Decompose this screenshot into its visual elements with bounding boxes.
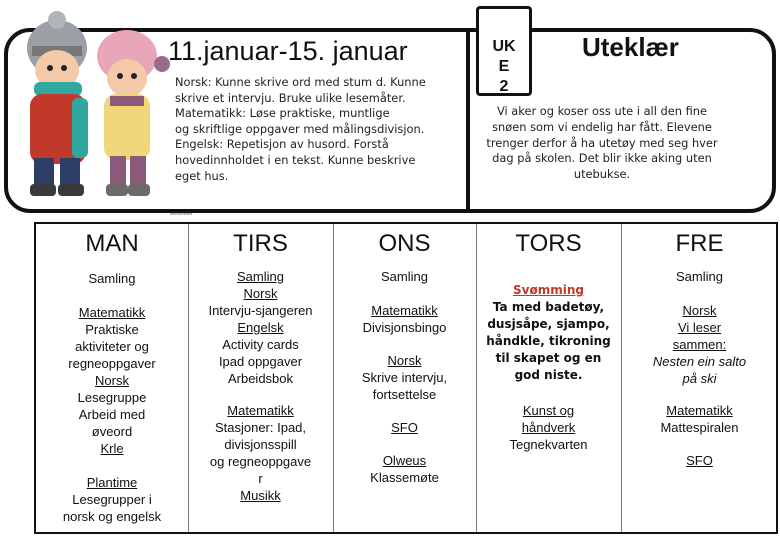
- outdoor-clothes-text: Vi aker og koser oss ute i all den fine snøen som vi endelig har fått. Elevene trenger derfor å ha utetøy med seg hver dag på skolen. Det blir ikke aking uten utebukse.: [486, 104, 718, 182]
- illustration-credit: MelonHeadz: [170, 211, 193, 216]
- day-header: MAN: [85, 230, 139, 257]
- activity-line: Mattespiralen: [660, 420, 739, 435]
- header-divider: [466, 28, 470, 213]
- week-number: 2: [499, 78, 509, 95]
- activity-line: Arbeidsbok: [227, 371, 294, 386]
- activity-line: regneoppgaver: [68, 356, 156, 371]
- day-header: FRE: [675, 230, 724, 257]
- samling: Samling: [88, 271, 136, 286]
- winter-kids-illustration: [12, 8, 172, 208]
- subject-title: Svømming: [513, 283, 584, 297]
- subject-title: Matematikk: [78, 305, 146, 320]
- activity-line: aktiviteter og: [75, 339, 149, 354]
- weekly-schedule: [34, 222, 778, 534]
- fre-sfo: [621, 452, 778, 469]
- activity-line: Vi leser: [677, 320, 722, 335]
- tirs-block: [188, 268, 333, 387]
- activity-line: Ta med badetøy,: [492, 300, 605, 314]
- day-header: TORS: [515, 230, 582, 257]
- activity-line: Tegnekvarten: [509, 437, 588, 452]
- activity-line: Nesten ein salto: [652, 354, 747, 369]
- activity-line: til skapet og en: [495, 351, 602, 365]
- subject-title: Krle: [100, 441, 124, 456]
- subject-title: Kunst og: [522, 403, 575, 418]
- activity-line: Activity cards: [222, 337, 299, 352]
- ons-olweus-block: [333, 452, 476, 486]
- learning-goals-text: Norsk: Kunne skrive ord med stum d. Kunne skrive et intervju. Bruke ulike lesemåter. Matematikk: Løse praktiske, muntlige og skriftlige oppgaver med målingsdivisjon. Engelsk: Repetisjon av husord. Forstå hovedinnholdet i en tekst. Kunne beskrive eget hus.: [175, 75, 426, 183]
- ons-sfo: [333, 419, 476, 436]
- activity-line: Lesegruppe: [77, 390, 147, 405]
- activity-line: og regneoppgave: [209, 454, 312, 469]
- day-column-man: [36, 224, 188, 532]
- tirs-math-block: [188, 402, 333, 504]
- activity-line: r: [258, 471, 263, 486]
- subject-title: SFO: [391, 420, 418, 435]
- activity-line: håndkle, tikroning: [486, 334, 611, 348]
- art-block: [476, 402, 621, 453]
- samling: Samling: [676, 269, 723, 284]
- outdoor-clothes-title: Uteklær: [582, 32, 679, 62]
- subject-title: håndverk: [521, 420, 576, 435]
- activity-line: Praktiske: [85, 322, 139, 337]
- activity-line: dusjsåpe, sjampo,: [487, 317, 610, 331]
- week-label-part: UK: [492, 38, 516, 55]
- activity-line: fortsettelse: [372, 387, 437, 402]
- math-block: [36, 304, 188, 457]
- ons-norsk-block: [333, 352, 476, 403]
- subject-title: SFO: [686, 453, 713, 468]
- subject-title: Olweus: [382, 453, 427, 468]
- subject-title: Musikk: [240, 488, 281, 503]
- week-date-title: 11.januar-15. januar: [168, 36, 408, 66]
- activity-line: Ipad oppgaver: [218, 354, 303, 369]
- subject-title: Matematikk: [666, 403, 733, 418]
- activity-line: Arbeid med: [78, 407, 146, 422]
- day-column-fre: [621, 224, 778, 532]
- fre-norsk-block: [621, 302, 778, 387]
- swimming-block: [476, 282, 621, 384]
- week-number-badge: [476, 6, 532, 96]
- fre-math-block: [621, 402, 778, 436]
- day-header: TIRS: [233, 230, 288, 257]
- subject-title: Engelsk: [237, 320, 284, 335]
- activity-line: Divisjonsbingo: [362, 320, 447, 335]
- samling: Samling: [381, 269, 428, 284]
- plantime-block: [36, 474, 188, 525]
- activity-line: divisjonsspill: [224, 437, 297, 452]
- activity-line: norsk og engelsk: [62, 509, 162, 524]
- samling: Samling: [237, 269, 284, 284]
- subject-title: Matematikk: [227, 403, 294, 418]
- week-label-part: E: [498, 58, 510, 75]
- activity-line: sammen:: [672, 337, 727, 352]
- subject-title: Norsk: [682, 303, 717, 318]
- activity-line: Stasjoner: Ipad,: [214, 420, 307, 435]
- activity-line: Lesegrupper i: [72, 492, 152, 507]
- activity-line: på ski: [682, 371, 717, 386]
- day-column-tors: [476, 224, 621, 532]
- activity-line: Skrive intervju,: [361, 370, 448, 385]
- subject-title: Matematikk: [371, 303, 438, 318]
- day-column-tirs: [188, 224, 333, 532]
- activity-line: øveord: [91, 424, 133, 439]
- day-header: ONS: [378, 230, 431, 257]
- subject-title: Norsk: [387, 353, 422, 368]
- activity-line: god niste.: [514, 368, 583, 382]
- ons-math-block: [333, 302, 476, 336]
- activity-line: Klassemøte: [370, 470, 439, 485]
- activity-line: Intervju-sjangeren: [208, 303, 313, 318]
- day-column-ons: [333, 224, 476, 532]
- subject-title: Norsk: [95, 373, 129, 388]
- subject-title: Norsk: [243, 286, 278, 301]
- subject-title: Plantime: [86, 475, 138, 490]
